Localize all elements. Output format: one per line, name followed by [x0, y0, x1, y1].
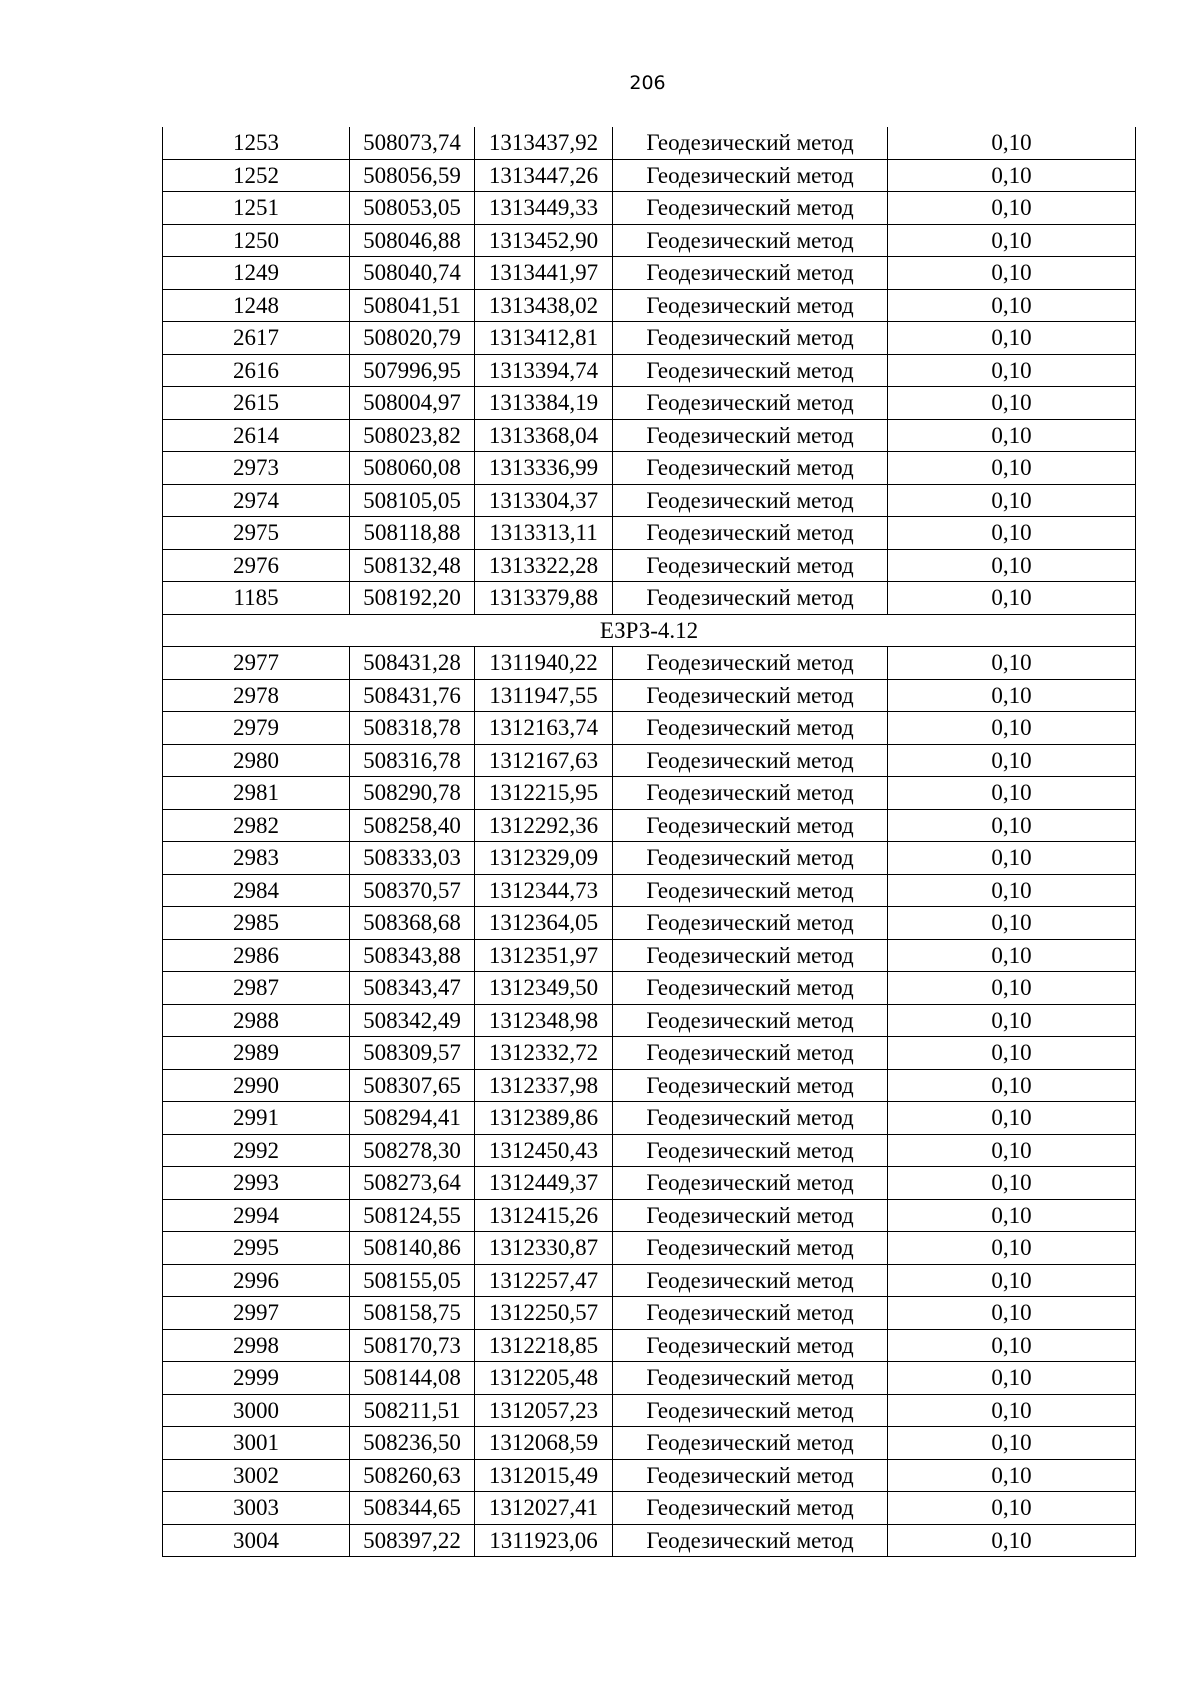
method-cell: Геодезический метод: [613, 289, 888, 322]
y-coordinate-cell: 1312415,26: [475, 1199, 613, 1232]
method-cell: Геодезический метод: [613, 127, 888, 159]
y-coordinate-cell: 1313449,33: [475, 192, 613, 225]
table-body-after: [163, 647, 1136, 1557]
x-coordinate-cell: 508309,57: [350, 1037, 475, 1070]
x-coordinate-cell: 507996,95: [350, 354, 475, 387]
method-cell: Геодезический метод: [613, 257, 888, 290]
y-coordinate-cell: 1313313,11: [475, 517, 613, 550]
point-number-cell: 1185: [163, 582, 350, 615]
method-cell: Геодезический метод: [613, 744, 888, 777]
x-coordinate-cell: 508342,49: [350, 1004, 475, 1037]
accuracy-cell: 0,10: [888, 192, 1136, 225]
y-coordinate-cell: 1313452,90: [475, 224, 613, 257]
table-row: [163, 224, 1136, 257]
y-coordinate-cell: 1312015,49: [475, 1459, 613, 1492]
y-coordinate-cell: 1311940,22: [475, 647, 613, 680]
accuracy-cell: 0,10: [888, 354, 1136, 387]
method-cell: Геодезический метод: [613, 1102, 888, 1135]
accuracy-cell: 0,10: [888, 387, 1136, 420]
y-coordinate-cell: 1312332,72: [475, 1037, 613, 1070]
y-coordinate-cell: 1312163,74: [475, 712, 613, 745]
x-coordinate-cell: 508155,05: [350, 1264, 475, 1297]
method-cell: Геодезический метод: [613, 1167, 888, 1200]
point-number-cell: 2973: [163, 452, 350, 485]
section-header-body: [163, 614, 1136, 647]
table-row: [163, 1069, 1136, 1102]
table-row: [163, 1167, 1136, 1200]
accuracy-cell: 0,10: [888, 1524, 1136, 1557]
accuracy-cell: 0,10: [888, 809, 1136, 842]
point-number-cell: 2977: [163, 647, 350, 680]
point-number-cell: 2989: [163, 1037, 350, 1070]
method-cell: Геодезический метод: [613, 1004, 888, 1037]
section-row: [163, 614, 1136, 647]
y-coordinate-cell: 1312337,98: [475, 1069, 613, 1102]
accuracy-cell: 0,10: [888, 647, 1136, 680]
accuracy-cell: 0,10: [888, 907, 1136, 940]
table-row: [163, 712, 1136, 745]
method-cell: Геодезический метод: [613, 224, 888, 257]
accuracy-cell: 0,10: [888, 127, 1136, 159]
point-number-cell: 2986: [163, 939, 350, 972]
point-number-cell: 2994: [163, 1199, 350, 1232]
table-row: [163, 322, 1136, 355]
accuracy-cell: 0,10: [888, 712, 1136, 745]
y-coordinate-cell: 1312450,43: [475, 1134, 613, 1167]
y-coordinate-cell: 1313304,37: [475, 484, 613, 517]
point-number-cell: 2982: [163, 809, 350, 842]
point-number-cell: 1250: [163, 224, 350, 257]
table-row: [163, 907, 1136, 940]
y-coordinate-cell: 1312250,57: [475, 1297, 613, 1330]
y-coordinate-cell: 1313379,88: [475, 582, 613, 615]
table-row: [163, 289, 1136, 322]
point-number-cell: 3002: [163, 1459, 350, 1492]
table-row: [163, 972, 1136, 1005]
accuracy-cell: 0,10: [888, 777, 1136, 810]
y-coordinate-cell: 1312205,48: [475, 1362, 613, 1395]
x-coordinate-cell: 508368,68: [350, 907, 475, 940]
y-coordinate-cell: 1312257,47: [475, 1264, 613, 1297]
method-cell: Геодезический метод: [613, 1264, 888, 1297]
method-cell: Геодезический метод: [613, 419, 888, 452]
method-cell: Геодезический метод: [613, 874, 888, 907]
y-coordinate-cell: 1312292,36: [475, 809, 613, 842]
coordinates-table: [162, 127, 1136, 1557]
method-cell: Геодезический метод: [613, 809, 888, 842]
y-coordinate-cell: 1313412,81: [475, 322, 613, 355]
method-cell: Геодезический метод: [613, 159, 888, 192]
accuracy-cell: 0,10: [888, 484, 1136, 517]
method-cell: Геодезический метод: [613, 1329, 888, 1362]
point-number-cell: 2999: [163, 1362, 350, 1395]
method-cell: Геодезический метод: [613, 322, 888, 355]
point-number-cell: 3001: [163, 1427, 350, 1460]
x-coordinate-cell: 508041,51: [350, 289, 475, 322]
table-row: [163, 777, 1136, 810]
x-coordinate-cell: 508343,47: [350, 972, 475, 1005]
point-number-cell: 1253: [163, 127, 350, 159]
table-row: [163, 842, 1136, 875]
accuracy-cell: 0,10: [888, 224, 1136, 257]
accuracy-cell: 0,10: [888, 1459, 1136, 1492]
x-coordinate-cell: 508124,55: [350, 1199, 475, 1232]
point-number-cell: 2998: [163, 1329, 350, 1362]
accuracy-cell: 0,10: [888, 744, 1136, 777]
x-coordinate-cell: 508192,20: [350, 582, 475, 615]
method-cell: Геодезический метод: [613, 517, 888, 550]
table-row: [163, 744, 1136, 777]
y-coordinate-cell: 1313441,97: [475, 257, 613, 290]
y-coordinate-cell: 1313394,74: [475, 354, 613, 387]
table-row: [163, 387, 1136, 420]
point-number-cell: 2978: [163, 679, 350, 712]
method-cell: Геодезический метод: [613, 484, 888, 517]
point-number-cell: 2990: [163, 1069, 350, 1102]
method-cell: Геодезический метод: [613, 1134, 888, 1167]
method-cell: Геодезический метод: [613, 712, 888, 745]
table-row: [163, 354, 1136, 387]
point-number-cell: 2974: [163, 484, 350, 517]
point-number-cell: 1249: [163, 257, 350, 290]
point-number-cell: 2997: [163, 1297, 350, 1330]
y-coordinate-cell: 1312351,97: [475, 939, 613, 972]
point-number-cell: 2616: [163, 354, 350, 387]
accuracy-cell: 0,10: [888, 322, 1136, 355]
accuracy-cell: 0,10: [888, 1167, 1136, 1200]
table-row: [163, 939, 1136, 972]
y-coordinate-cell: 1312348,98: [475, 1004, 613, 1037]
x-coordinate-cell: 508273,64: [350, 1167, 475, 1200]
x-coordinate-cell: 508290,78: [350, 777, 475, 810]
x-coordinate-cell: 508318,78: [350, 712, 475, 745]
method-cell: Геодезический метод: [613, 1459, 888, 1492]
point-number-cell: 2987: [163, 972, 350, 1005]
x-coordinate-cell: 508004,97: [350, 387, 475, 420]
x-coordinate-cell: 508023,82: [350, 419, 475, 452]
point-number-cell: 1251: [163, 192, 350, 225]
accuracy-cell: 0,10: [888, 452, 1136, 485]
point-number-cell: 2993: [163, 1167, 350, 1200]
accuracy-cell: 0,10: [888, 1362, 1136, 1395]
y-coordinate-cell: 1313384,19: [475, 387, 613, 420]
table-row: [163, 1459, 1136, 1492]
accuracy-cell: 0,10: [888, 419, 1136, 452]
table-row: [163, 1134, 1136, 1167]
y-coordinate-cell: 1311947,55: [475, 679, 613, 712]
y-coordinate-cell: 1312068,59: [475, 1427, 613, 1460]
point-number-cell: 2984: [163, 874, 350, 907]
method-cell: Геодезический метод: [613, 354, 888, 387]
table-row: [163, 549, 1136, 582]
x-coordinate-cell: 508397,22: [350, 1524, 475, 1557]
accuracy-cell: 0,10: [888, 1264, 1136, 1297]
point-number-cell: 2985: [163, 907, 350, 940]
point-number-cell: 1248: [163, 289, 350, 322]
method-cell: Геодезический метод: [613, 1394, 888, 1427]
x-coordinate-cell: 508073,74: [350, 127, 475, 159]
accuracy-cell: 0,10: [888, 679, 1136, 712]
point-number-cell: 2996: [163, 1264, 350, 1297]
method-cell: Геодезический метод: [613, 679, 888, 712]
x-coordinate-cell: 508158,75: [350, 1297, 475, 1330]
page-number: 206: [629, 72, 666, 94]
accuracy-cell: 0,10: [888, 939, 1136, 972]
y-coordinate-cell: 1313322,28: [475, 549, 613, 582]
method-cell: Геодезический метод: [613, 452, 888, 485]
table-body-before: [163, 127, 1136, 614]
accuracy-cell: 0,10: [888, 1102, 1136, 1135]
point-number-cell: 2975: [163, 517, 350, 550]
method-cell: Геодезический метод: [613, 907, 888, 940]
point-number-cell: 2979: [163, 712, 350, 745]
x-coordinate-cell: 508211,51: [350, 1394, 475, 1427]
accuracy-cell: 0,10: [888, 1297, 1136, 1330]
table-row: [163, 1394, 1136, 1427]
point-number-cell: 2992: [163, 1134, 350, 1167]
x-coordinate-cell: 508132,48: [350, 549, 475, 582]
x-coordinate-cell: 508040,74: [350, 257, 475, 290]
table-row: [163, 809, 1136, 842]
x-coordinate-cell: 508046,88: [350, 224, 475, 257]
point-number-cell: 3003: [163, 1492, 350, 1525]
x-coordinate-cell: 508020,79: [350, 322, 475, 355]
x-coordinate-cell: 508144,08: [350, 1362, 475, 1395]
point-number-cell: 2995: [163, 1232, 350, 1265]
table-row: [163, 127, 1136, 159]
accuracy-cell: 0,10: [888, 874, 1136, 907]
y-coordinate-cell: 1312167,63: [475, 744, 613, 777]
method-cell: Геодезический метод: [613, 1037, 888, 1070]
x-coordinate-cell: 508343,88: [350, 939, 475, 972]
method-cell: Геодезический метод: [613, 777, 888, 810]
point-number-cell: 2991: [163, 1102, 350, 1135]
accuracy-cell: 0,10: [888, 1069, 1136, 1102]
method-cell: Геодезический метод: [613, 1362, 888, 1395]
y-coordinate-cell: 1313447,26: [475, 159, 613, 192]
x-coordinate-cell: 508060,08: [350, 452, 475, 485]
point-number-cell: 2981: [163, 777, 350, 810]
table-row: [163, 582, 1136, 615]
x-coordinate-cell: 508258,40: [350, 809, 475, 842]
table-row: [163, 1004, 1136, 1037]
table-row: [163, 1102, 1136, 1135]
accuracy-cell: 0,10: [888, 842, 1136, 875]
point-number-cell: 1252: [163, 159, 350, 192]
y-coordinate-cell: 1313438,02: [475, 289, 613, 322]
y-coordinate-cell: 1312344,73: [475, 874, 613, 907]
accuracy-cell: 0,10: [888, 159, 1136, 192]
table-row: [163, 1329, 1136, 1362]
accuracy-cell: 0,10: [888, 582, 1136, 615]
x-coordinate-cell: 508278,30: [350, 1134, 475, 1167]
method-cell: Геодезический метод: [613, 1232, 888, 1265]
table-row: [163, 1037, 1136, 1070]
method-cell: Геодезический метод: [613, 1427, 888, 1460]
point-number-cell: 2988: [163, 1004, 350, 1037]
accuracy-cell: 0,10: [888, 517, 1136, 550]
point-number-cell: 2976: [163, 549, 350, 582]
method-cell: Геодезический метод: [613, 1069, 888, 1102]
accuracy-cell: 0,10: [888, 257, 1136, 290]
x-coordinate-cell: 508294,41: [350, 1102, 475, 1135]
y-coordinate-cell: 1313368,04: [475, 419, 613, 452]
table-row: [163, 1427, 1136, 1460]
x-coordinate-cell: 508105,05: [350, 484, 475, 517]
y-coordinate-cell: 1312389,86: [475, 1102, 613, 1135]
x-coordinate-cell: 508370,57: [350, 874, 475, 907]
x-coordinate-cell: 508333,03: [350, 842, 475, 875]
y-coordinate-cell: 1313437,92: [475, 127, 613, 159]
accuracy-cell: 0,10: [888, 1134, 1136, 1167]
y-coordinate-cell: 1312349,50: [475, 972, 613, 1005]
point-number-cell: 3000: [163, 1394, 350, 1427]
accuracy-cell: 0,10: [888, 1394, 1136, 1427]
accuracy-cell: 0,10: [888, 549, 1136, 582]
method-cell: Геодезический метод: [613, 972, 888, 1005]
point-number-cell: 2983: [163, 842, 350, 875]
accuracy-cell: 0,10: [888, 1037, 1136, 1070]
method-cell: Геодезический метод: [613, 192, 888, 225]
method-cell: Геодезический метод: [613, 582, 888, 615]
table-row: [163, 647, 1136, 680]
table-row: [163, 1232, 1136, 1265]
accuracy-cell: 0,10: [888, 1004, 1136, 1037]
accuracy-cell: 0,10: [888, 1199, 1136, 1232]
table-row: [163, 1524, 1136, 1557]
x-coordinate-cell: 508170,73: [350, 1329, 475, 1362]
point-number-cell: 3004: [163, 1524, 350, 1557]
table-row: [163, 484, 1136, 517]
point-number-cell: 2615: [163, 387, 350, 420]
table-row: [163, 874, 1136, 907]
table-row: [163, 1199, 1136, 1232]
method-cell: Геодезический метод: [613, 1524, 888, 1557]
table-row: [163, 419, 1136, 452]
y-coordinate-cell: 1312330,87: [475, 1232, 613, 1265]
accuracy-cell: 0,10: [888, 1329, 1136, 1362]
y-coordinate-cell: 1312449,37: [475, 1167, 613, 1200]
method-cell: Геодезический метод: [613, 939, 888, 972]
method-cell: Геодезический метод: [613, 549, 888, 582]
method-cell: Геодезический метод: [613, 1492, 888, 1525]
y-coordinate-cell: 1312215,95: [475, 777, 613, 810]
table-row: [163, 159, 1136, 192]
y-coordinate-cell: 1311923,06: [475, 1524, 613, 1557]
point-number-cell: 2617: [163, 322, 350, 355]
method-cell: Геодезический метод: [613, 1297, 888, 1330]
x-coordinate-cell: 508053,05: [350, 192, 475, 225]
table-row: [163, 257, 1136, 290]
x-coordinate-cell: 508056,59: [350, 159, 475, 192]
x-coordinate-cell: 508260,63: [350, 1459, 475, 1492]
y-coordinate-cell: 1312218,85: [475, 1329, 613, 1362]
table-row: [163, 452, 1136, 485]
accuracy-cell: 0,10: [888, 289, 1136, 322]
x-coordinate-cell: 508344,65: [350, 1492, 475, 1525]
accuracy-cell: 0,10: [888, 1492, 1136, 1525]
accuracy-cell: 0,10: [888, 1232, 1136, 1265]
table-row: [163, 679, 1136, 712]
x-coordinate-cell: 508307,65: [350, 1069, 475, 1102]
y-coordinate-cell: 1312027,41: [475, 1492, 613, 1525]
x-coordinate-cell: 508140,86: [350, 1232, 475, 1265]
table-row: [163, 1297, 1136, 1330]
y-coordinate-cell: 1313336,99: [475, 452, 613, 485]
section-label: ЕЗРЗ-4.12: [163, 614, 1136, 647]
table-row: [163, 517, 1136, 550]
accuracy-cell: 0,10: [888, 1427, 1136, 1460]
point-number-cell: 2614: [163, 419, 350, 452]
x-coordinate-cell: 508236,50: [350, 1427, 475, 1460]
y-coordinate-cell: 1312057,23: [475, 1394, 613, 1427]
y-coordinate-cell: 1312329,09: [475, 842, 613, 875]
table-row: [163, 1492, 1136, 1525]
method-cell: Геодезический метод: [613, 842, 888, 875]
x-coordinate-cell: 508431,28: [350, 647, 475, 680]
table-row: [163, 1362, 1136, 1395]
accuracy-cell: 0,10: [888, 972, 1136, 1005]
x-coordinate-cell: 508431,76: [350, 679, 475, 712]
x-coordinate-cell: 508118,88: [350, 517, 475, 550]
table-row: [163, 1264, 1136, 1297]
y-coordinate-cell: 1312364,05: [475, 907, 613, 940]
method-cell: Геодезический метод: [613, 1199, 888, 1232]
method-cell: Геодезический метод: [613, 647, 888, 680]
table-row: [163, 192, 1136, 225]
point-number-cell: 2980: [163, 744, 350, 777]
method-cell: Геодезический метод: [613, 387, 888, 420]
x-coordinate-cell: 508316,78: [350, 744, 475, 777]
